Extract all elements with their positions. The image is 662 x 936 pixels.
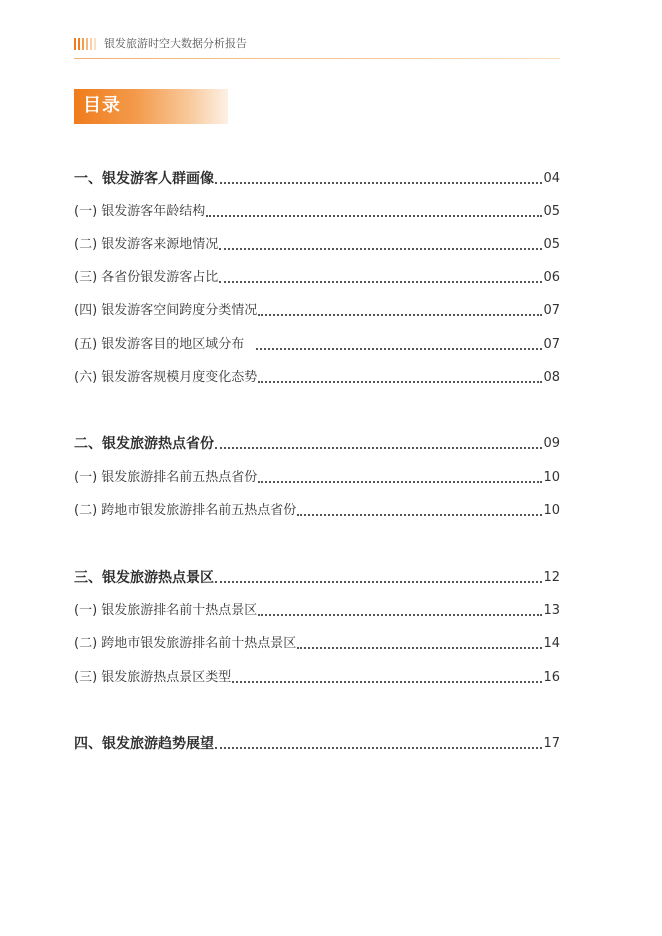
report-title: 银发旅游时空大数据分析报告 [104, 37, 247, 50]
header-bar [90, 38, 92, 50]
toc-item-label: (一) 银发旅游排名前五热点省份 [74, 470, 258, 485]
dot-leader [215, 747, 542, 749]
toc-item-entry[interactable] [74, 500, 560, 520]
dot-leader [297, 514, 542, 516]
toc-item-entry[interactable] [74, 267, 560, 287]
toc-page-number: 16 [543, 670, 560, 685]
toc-item-label: (四) 银发游客空间跨度分类情况 [74, 303, 258, 318]
dot-leader [206, 215, 542, 217]
dot-leader [258, 381, 542, 383]
toc-section-label: 一、银发游客人群画像 [74, 171, 214, 187]
toc-item-label: (二) 跨地市银发旅游排名前十热点景区 [74, 636, 297, 651]
toc-page-number: 09 [543, 436, 560, 451]
toc-page-number: 08 [543, 370, 560, 385]
toc-page-number: 13 [543, 603, 560, 618]
toc-page-number: 10 [543, 503, 560, 518]
dot-leader [258, 614, 542, 616]
toc-item-label: (三) 各省份银发游客占比 [74, 270, 219, 285]
toc-page-number: 14 [543, 636, 560, 651]
toc-page-number: 07 [543, 337, 560, 352]
toc-item-label: (一) 银发游客年龄结构 [74, 204, 206, 219]
header-bar [78, 38, 80, 50]
header-bar [94, 38, 96, 50]
dot-leader [219, 281, 542, 283]
toc-item-label: (三) 银发旅游热点景区类型 [74, 670, 232, 685]
dot-leader [297, 647, 542, 649]
toc-item-label: (一) 银发旅游排名前十热点景区 [74, 603, 258, 618]
toc-item-entry[interactable] [74, 367, 560, 387]
header-divider [74, 58, 560, 59]
toc-item-label: (二) 跨地市银发旅游排名前五热点省份 [74, 503, 297, 518]
toc-section-entry[interactable] [74, 168, 560, 188]
toc-section-label: 三、银发旅游热点景区 [74, 570, 214, 586]
toc-section-label: 二、银发旅游热点省份 [74, 436, 214, 452]
toc-item-entry[interactable] [74, 633, 560, 653]
toc-page-number: 07 [543, 303, 560, 318]
dot-leader [215, 581, 542, 583]
toc-page-number: 04 [543, 171, 560, 186]
toc-banner [74, 89, 228, 124]
toc-item-entry[interactable] [74, 600, 560, 620]
toc-page-number: 06 [543, 270, 560, 285]
dot-leader [258, 314, 542, 316]
dot-leader [215, 447, 542, 449]
toc-page-number: 17 [543, 736, 560, 751]
toc-section-entry[interactable] [74, 733, 560, 753]
dot-leader [256, 348, 542, 350]
toc-section-entry[interactable] [74, 433, 560, 453]
toc-item-label: (六) 银发游客规模月度变化态势 [74, 370, 258, 385]
toc-page-number: 10 [543, 470, 560, 485]
toc-item-entry[interactable] [74, 667, 560, 687]
toc-page-number: 05 [543, 204, 560, 219]
header-bar [82, 38, 84, 50]
toc-section-entry[interactable] [74, 567, 560, 587]
header-bar [86, 38, 88, 50]
toc-item-entry[interactable] [74, 201, 560, 221]
toc-page-number: 12 [543, 570, 560, 585]
dot-leader [219, 248, 542, 250]
dot-leader [258, 481, 542, 483]
toc-page-number: 05 [543, 237, 560, 252]
toc-title: 目录 [83, 95, 121, 116]
toc-section-label: 四、银发旅游趋势展望 [74, 736, 214, 752]
toc-item-label: (二) 银发游客来源地情况 [74, 237, 219, 252]
dot-leader [215, 182, 542, 184]
page-header [74, 36, 560, 58]
toc-item-entry[interactable] [74, 334, 560, 354]
toc-item-entry[interactable] [74, 234, 560, 254]
toc-item-label: (五) 银发游客目的地区域分布 [74, 337, 245, 352]
toc-item-entry[interactable] [74, 467, 560, 487]
toc-item-entry[interactable] [74, 300, 560, 320]
dot-leader [232, 681, 542, 683]
header-bars-decoration [74, 38, 96, 50]
header-bar [74, 38, 76, 50]
